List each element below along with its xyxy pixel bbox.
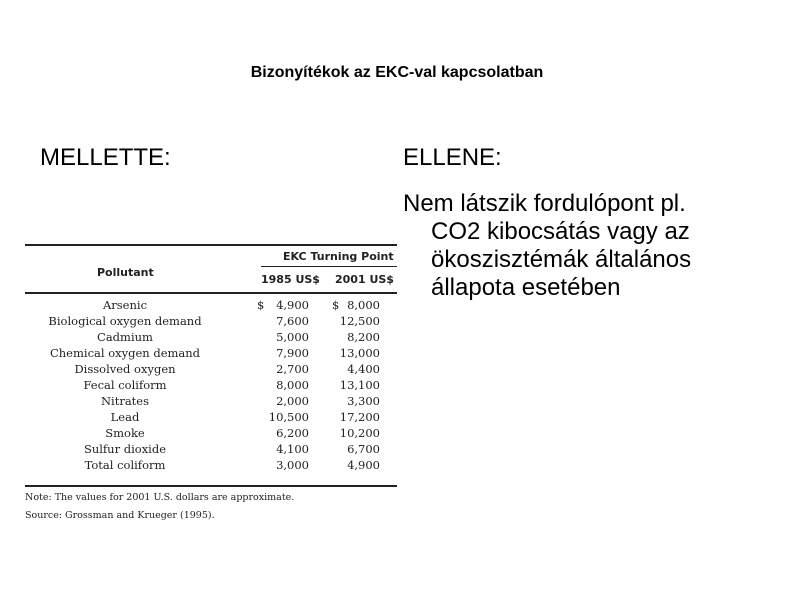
table-row <box>25 313 397 329</box>
bullet-line: Nem látszik fordulópont pl. <box>403 190 686 217</box>
value-2001: 10,200 <box>339 426 380 440</box>
value-1985: 6,200 <box>276 426 309 440</box>
value-1985: 3,000 <box>276 458 309 472</box>
header-1985: 1985 US$ <box>261 273 320 286</box>
value-2001: 13,100 <box>339 378 380 392</box>
header-turning-point: EKC Turning Point <box>283 250 394 263</box>
table-row <box>25 345 397 361</box>
table-row <box>25 457 397 473</box>
header-2001: 2001 US$ <box>335 273 394 286</box>
pollutant-name: Fecal coliform <box>83 378 167 392</box>
pollutant-name: Nitrates <box>100 394 150 408</box>
table-row <box>25 329 397 345</box>
table-rule-bottom <box>25 485 397 487</box>
pro-heading: MELLETTE: <box>40 144 171 171</box>
table-rule-header <box>25 292 397 294</box>
slide-title: Bizonyítékok az EKC-val kapcsolatban <box>250 64 544 81</box>
bullet-line: CO2 kibocsátás vagy az <box>431 218 690 245</box>
table-row <box>25 425 397 441</box>
value-2001: 12,500 <box>339 314 380 328</box>
pollutant-name: Dissolved oxygen <box>74 362 176 376</box>
value-1985: 7,600 <box>276 314 309 328</box>
value-2001: 13,000 <box>339 346 380 360</box>
table-row <box>25 297 397 313</box>
pollutant-name: Cadmium <box>97 330 153 344</box>
table-row <box>25 409 397 425</box>
turning-point-rule <box>261 266 397 267</box>
table-note: Note: The values for 2001 U.S. dollars are approximate. <box>25 492 295 503</box>
value-2001: 4,400 <box>347 362 380 376</box>
header-pollutant: Pollutant <box>97 266 154 279</box>
pollutant-name: Chemical oxygen demand <box>49 346 201 360</box>
currency-symbol: $ <box>257 298 265 312</box>
value-2001: 6,700 <box>347 442 380 456</box>
table-row <box>25 441 397 457</box>
value-1985: 5,000 <box>276 330 309 344</box>
pollutant-name: Sulfur dioxide <box>83 442 167 456</box>
value-2001: 17,200 <box>339 410 380 424</box>
bullet-line: állapota esetében <box>431 274 621 301</box>
value-1985: 8,000 <box>276 378 309 392</box>
currency-symbol: $ <box>332 298 340 312</box>
pollutant-name: Lead <box>110 410 140 424</box>
table-row <box>25 393 397 409</box>
value-1985: 2,700 <box>276 362 309 376</box>
pollutant-name: Arsenic <box>102 298 148 312</box>
value-2001: 3,300 <box>347 394 380 408</box>
value-1985: 4,100 <box>276 442 309 456</box>
value-2001: 8,000 <box>347 298 380 312</box>
bullet-line: ökoszisztémák általános <box>431 246 692 273</box>
value-1985: 2,000 <box>276 394 309 408</box>
table-source: Source: Grossman and Krueger (1995). <box>25 510 215 521</box>
pollutant-name: Smoke <box>105 426 145 440</box>
value-1985: 4,900 <box>276 298 309 312</box>
contra-bullet <box>403 190 763 302</box>
value-2001: 4,900 <box>347 458 380 472</box>
value-1985: 10,500 <box>268 410 309 424</box>
value-2001: 8,200 <box>347 330 380 344</box>
pollutant-name: Biological oxygen demand <box>48 314 202 328</box>
value-1985: 7,900 <box>276 346 309 360</box>
table-row <box>25 361 397 377</box>
contra-heading: ELLENE: <box>403 144 502 171</box>
ekc-turning-point-table <box>25 240 397 530</box>
table-row <box>25 377 397 393</box>
table-rule-top <box>25 244 397 246</box>
pollutant-name: Total coliform <box>84 458 166 472</box>
